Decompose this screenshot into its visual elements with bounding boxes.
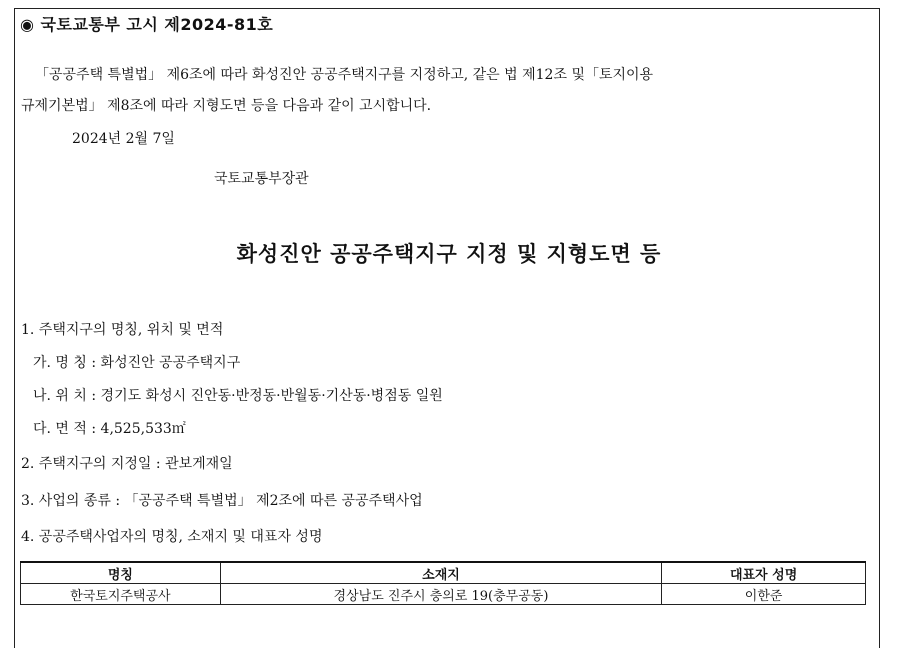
item-3: 3. 사업의 종류 : 「공공주택 특별법」 제2조에 따른 공공주택사업 [21,493,423,509]
header-representative: 대표자 성명 [662,562,866,584]
operator-representative: 이한준 [662,584,866,605]
preamble-line-1: 「공공주택 특별법」 제6조에 따라 화성진안 공공주택지구를 지정하고, 같은 법 제12조 및「토지이용 [35,67,654,83]
table-row [21,584,866,605]
item-1: 1. 주택지구의 명칭, 위치 및 면적 [21,322,224,338]
notice-number: 국토교통부 고시 제2024-81호 [40,15,274,34]
preamble-line-2: 규제기본법」 제8조에 따라 지형도면 등을 다음과 같이 고시합니다. [21,98,432,114]
operator-name: 한국토지주택공사 [21,584,221,605]
notice-mark: ◉ [20,15,35,34]
table-header-row [21,562,866,584]
notice-heading [20,12,273,35]
header-address: 소재지 [220,562,661,584]
operator-table [20,561,866,605]
operator-address: 경상남도 진주시 충의로 19(충무공동) [220,584,661,605]
item-2: 2. 주택지구의 지정일 : 관보게재일 [21,456,233,472]
item-1-name: 가. 명 칭 : 화성진안 공공주택지구 [33,355,241,371]
issuer: 국토교통부장관 [214,171,309,187]
document-title: 화성진안 공공주택지구 지정 및 지형도면 등 [236,242,662,266]
item-4: 4. 공공주택사업자의 명칭, 소재지 및 대표자 성명 [21,529,323,545]
item-1-location: 나. 위 치 : 경기도 화성시 진안동·반정동·반월동·기산동·병점동 일원 [33,388,443,404]
notice-date: 2024년 2월 7일 [72,131,175,147]
item-1-area: 다. 면 적 : 4,525,533㎡ [33,421,186,437]
header-name: 명칭 [21,562,221,584]
